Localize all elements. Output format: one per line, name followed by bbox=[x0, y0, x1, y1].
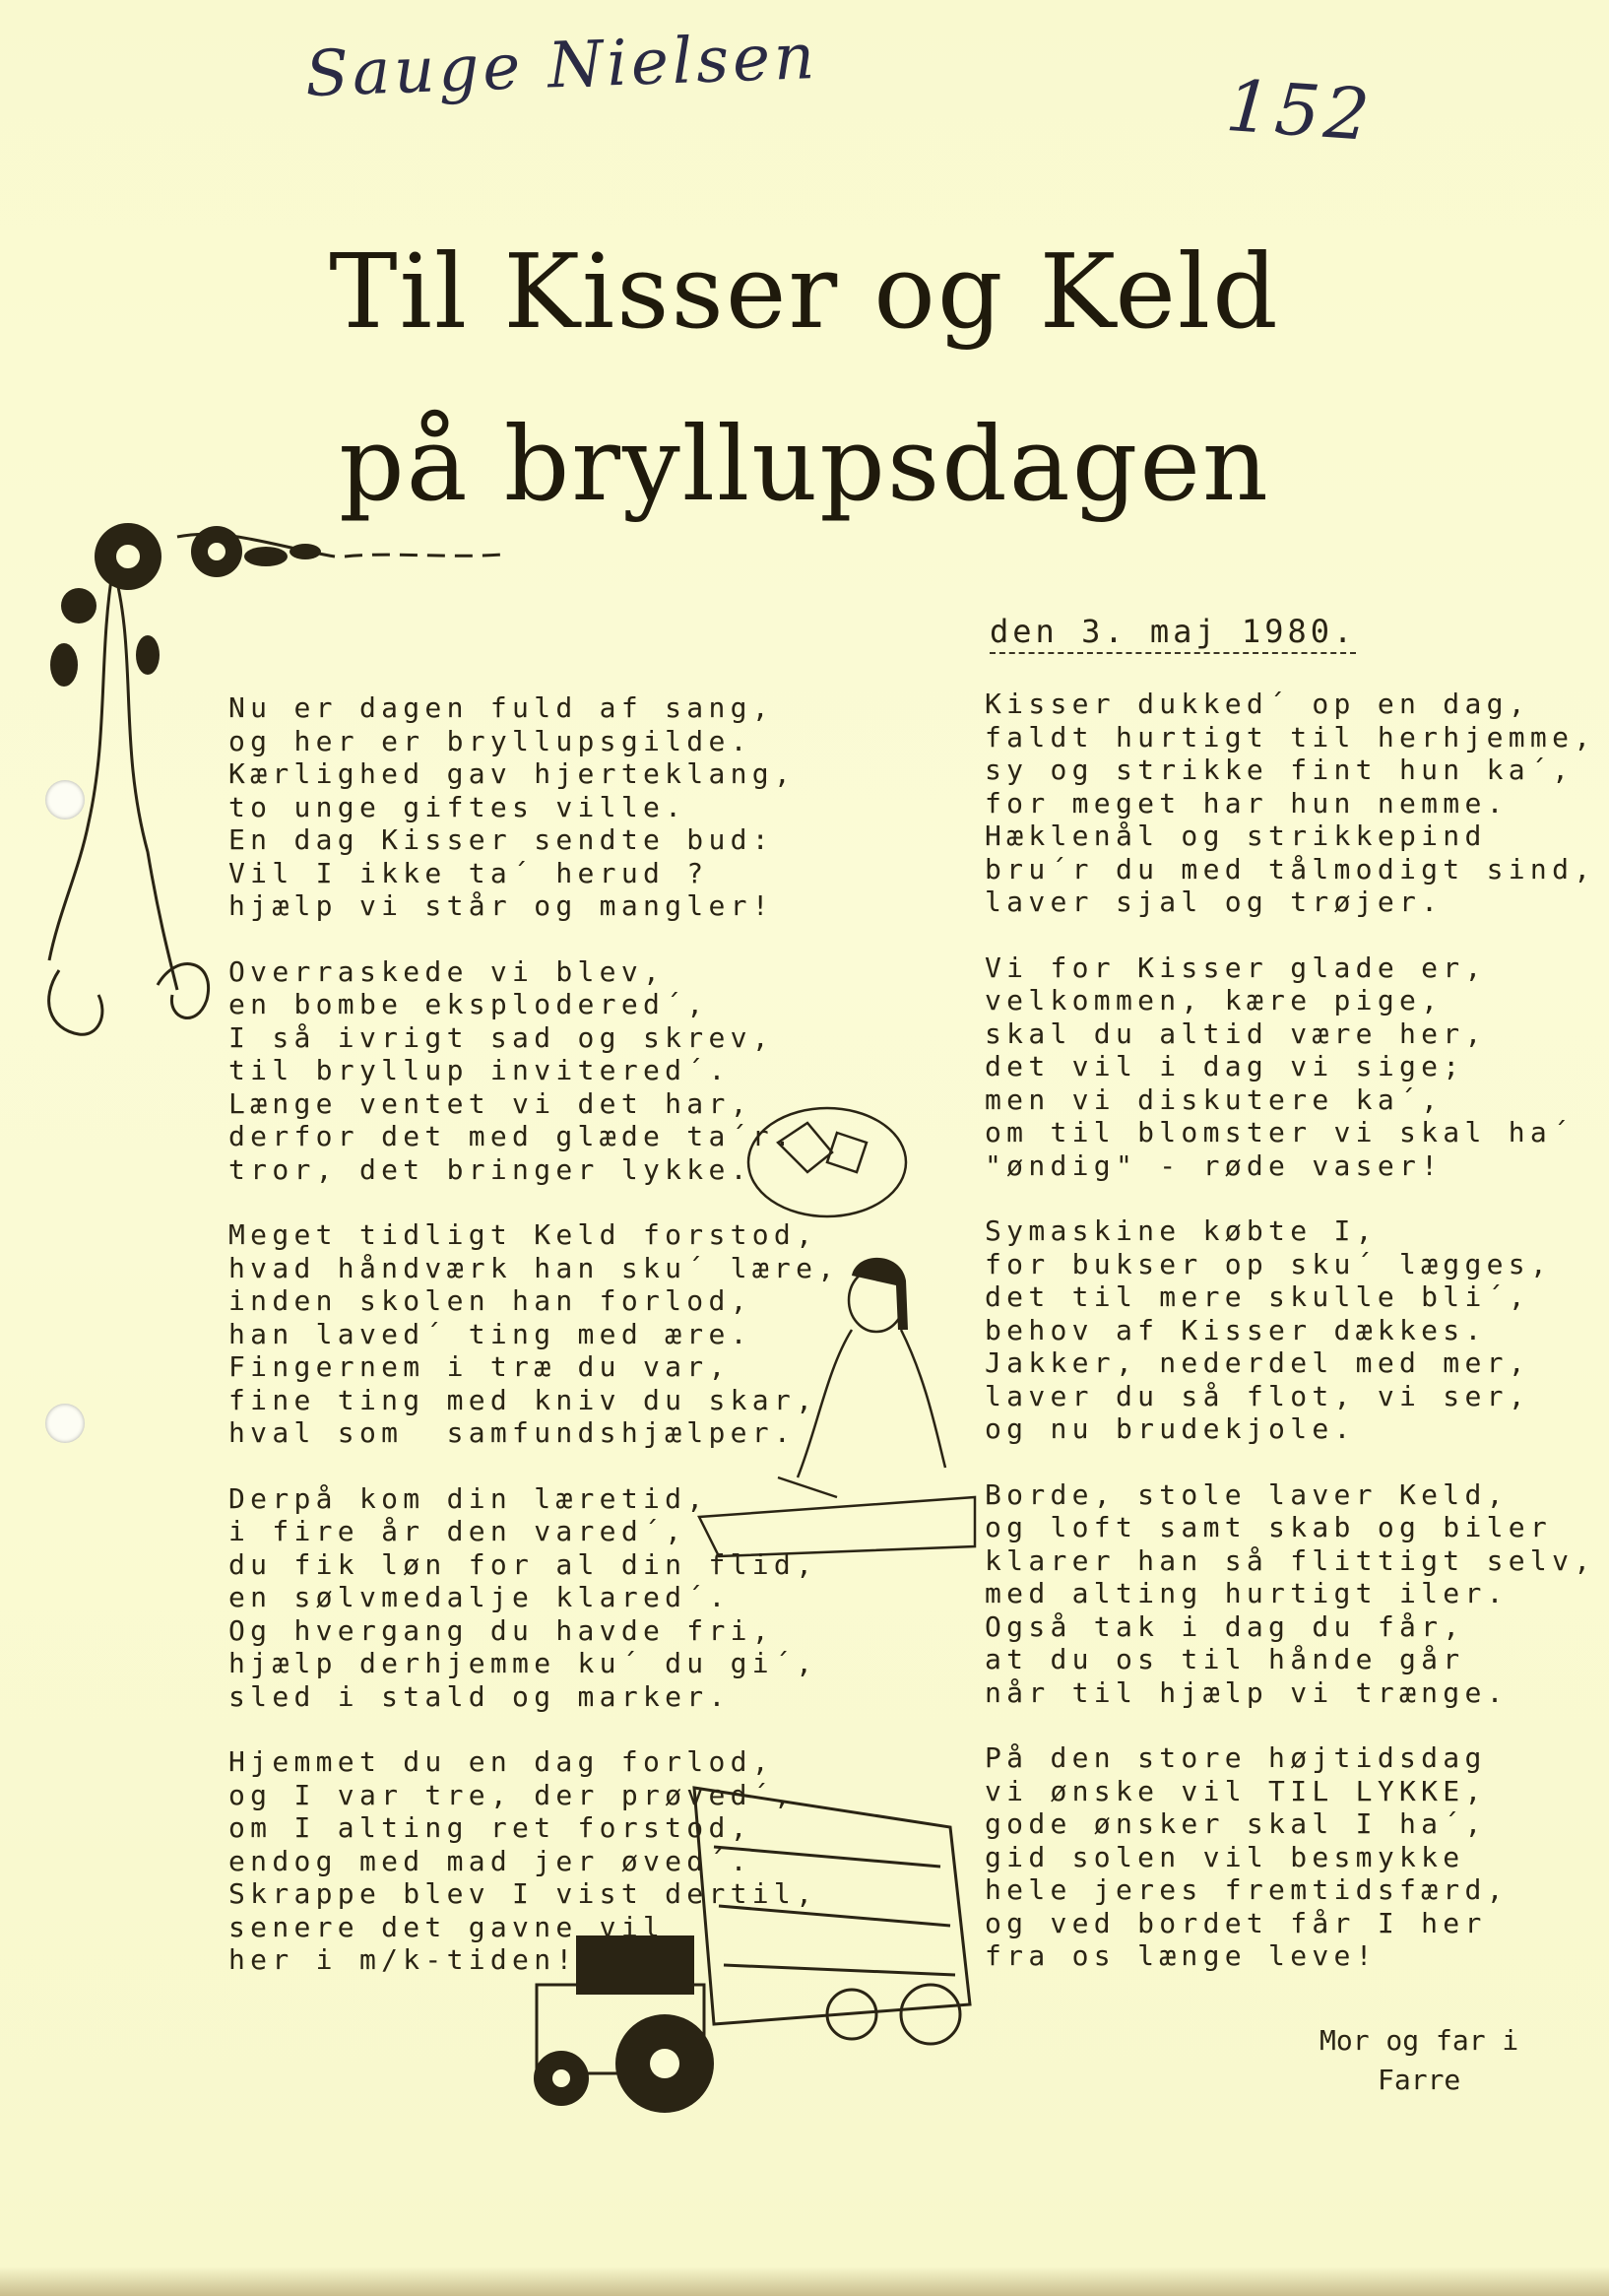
poem-line: og nu brudekjole. bbox=[985, 1412, 1356, 1445]
signature-line-1: Mor og far i bbox=[1319, 2024, 1519, 2057]
poem-line: i fire år den vared´, bbox=[228, 1515, 687, 1547]
poem-line: hele jeres fremtidsfærd, bbox=[985, 1873, 1509, 1906]
poem-stanza bbox=[228, 691, 839, 923]
poem-line: laver sjal og trøjer. bbox=[985, 886, 1444, 918]
poem-stanza bbox=[228, 955, 839, 1187]
poem-line: og ved bordet får I her bbox=[985, 1906, 1487, 1939]
poem-line: sy og strikke fint hun ka´, bbox=[985, 754, 1575, 786]
poem-line: Og hvergang du havde fri, bbox=[228, 1613, 774, 1647]
poem-line: for bukser op sku´ lægges, bbox=[985, 1247, 1553, 1280]
signature bbox=[1319, 2021, 1518, 2100]
handwritten-name: Sauge Nielsen bbox=[303, 20, 820, 112]
poem-line: Meget tidligt Keld forstod, bbox=[228, 1218, 818, 1251]
poem-line: endog med mad jer øved´. bbox=[228, 1844, 752, 1877]
poem-line: Derpå kom din læretid, bbox=[228, 1481, 709, 1515]
poem-line: derfor det med glæde ta´r. bbox=[228, 1120, 797, 1152]
poem-line: to unge giftes ville. bbox=[228, 790, 687, 823]
poem-stanza bbox=[228, 1218, 839, 1450]
title-line-1: Til Kisser og Keld bbox=[329, 231, 1280, 352]
poem-line: for meget har hun nemme. bbox=[985, 786, 1509, 820]
poem-line: Fingernem i træ du var, bbox=[228, 1350, 731, 1383]
poem-line: når til hjælp vi trænge. bbox=[985, 1675, 1509, 1709]
poem-line: at du os til hånde går bbox=[985, 1643, 1465, 1675]
poem-line: Kærlighed gav hjerteklang, bbox=[228, 757, 797, 790]
poem-line: og her er bryllupsgilde. bbox=[228, 724, 752, 757]
poem-line: laver du så flot, vi ser, bbox=[985, 1379, 1530, 1412]
poem-line: Nu er dagen fuld af sang, bbox=[228, 691, 774, 724]
poem-line: fra os længe leve! bbox=[985, 1939, 1378, 1972]
poem-line: til bryllup invitered´. bbox=[228, 1054, 731, 1086]
poem-stanza bbox=[228, 1482, 839, 1714]
poem-line: fine ting med kniv du skar, bbox=[228, 1383, 818, 1416]
poem-line: hval som samfundshjælper. bbox=[228, 1416, 797, 1449]
poem-line: her i m/k-tiden! bbox=[228, 1943, 578, 1976]
poem-line: Jakker, nederdel med mer, bbox=[985, 1346, 1530, 1379]
handwritten-page-number: 152 bbox=[1223, 63, 1377, 158]
poem-line: vi ønske vil TIL LYKKE, bbox=[985, 1774, 1487, 1807]
poem-line: Symaskine købte I, bbox=[985, 1214, 1378, 1247]
poem-line: og I var tre, der prøved´, bbox=[228, 1778, 797, 1811]
poem-line: Vi for Kisser glade er, bbox=[985, 951, 1487, 984]
poem-stanza bbox=[985, 951, 1595, 1183]
punch-hole bbox=[45, 780, 85, 820]
poem-line: Overraskede vi blev, bbox=[228, 954, 666, 988]
poem-line: Skrappe blev I vist dertil, bbox=[228, 1877, 818, 1910]
poem-line: det til mere skulle bli´, bbox=[985, 1280, 1530, 1313]
poem-left-column bbox=[228, 691, 839, 2009]
poem-line: velkommen, kære pige, bbox=[985, 984, 1444, 1017]
poem-line: om til blomster vi skal ha´ bbox=[985, 1116, 1575, 1148]
poem-line: bru´r du med tålmodigt sind, bbox=[985, 852, 1596, 886]
page-edge-shadow bbox=[0, 2266, 1609, 2296]
poem-line: senere det gavne vil bbox=[228, 1910, 666, 1943]
poem-line: om I alting ret forstod, bbox=[228, 1811, 752, 1844]
poem-line: en bombe eksplodered´, bbox=[228, 988, 709, 1020]
poem-line: Kisser dukked´ op en dag, bbox=[985, 688, 1530, 720]
poem-line: tror, det bringer lykke. bbox=[228, 1152, 752, 1186]
poem-line: Hæklenål og strikkepind bbox=[985, 820, 1487, 852]
poem-line: det vil i dag vi sige; bbox=[985, 1050, 1465, 1082]
poem-line: Borde, stole laver Keld, bbox=[985, 1477, 1509, 1511]
poem-line: behov af Kisser dækkes. bbox=[985, 1313, 1487, 1346]
poem-line: Hjemmet du en dag forlod, bbox=[228, 1745, 774, 1778]
date-line: den 3. maj 1980. bbox=[990, 613, 1356, 654]
poem-line: På den store højtidsdag bbox=[985, 1741, 1487, 1774]
poem-stanza bbox=[228, 1745, 839, 1977]
poem-line: og loft samt skab og biler bbox=[985, 1511, 1553, 1543]
poem-line: hvad håndværk han sku´ lære, bbox=[228, 1251, 840, 1284]
poem-line: Også tak i dag du får, bbox=[985, 1609, 1465, 1643]
title-line-2: på bryllupsdagen bbox=[339, 404, 1270, 524]
poem-line: han laved´ ting med ære. bbox=[228, 1317, 752, 1350]
poem-line: Længe ventet vi det har, bbox=[228, 1086, 752, 1120]
poem-right-column bbox=[985, 688, 1595, 2005]
poem-stanza bbox=[985, 688, 1595, 919]
poem-line: en sølvmedalje klared´. bbox=[228, 1581, 731, 1613]
poem-line: hjælp derhjemme ku´ du gi´, bbox=[228, 1647, 818, 1679]
poem-line: faldt hurtigt til herhjemme, bbox=[985, 720, 1596, 754]
poem-stanza bbox=[985, 1741, 1595, 1973]
poem-line: gid solen vil besmykke bbox=[985, 1840, 1465, 1873]
poem-stanza bbox=[985, 1478, 1595, 1710]
poem-line: sled i stald og marker. bbox=[228, 1679, 731, 1713]
poem-line: Vil I ikke ta´ herud ? bbox=[228, 856, 709, 889]
poem-line: I så ivrigt sad og skrev, bbox=[228, 1020, 774, 1054]
poem-line: hjælp vi står og mangler! bbox=[228, 889, 774, 922]
poem-stanza bbox=[985, 1214, 1595, 1446]
punch-hole bbox=[45, 1404, 85, 1443]
signature-line-2: Farre bbox=[1378, 2064, 1461, 2096]
poem-line: med alting hurtigt iler. bbox=[985, 1577, 1509, 1609]
poem-line: gode ønsker skal I ha´, bbox=[985, 1807, 1487, 1840]
poem-line: du fik løn for al din flid, bbox=[228, 1547, 818, 1581]
poem-line: inden skolen han forlod, bbox=[228, 1284, 752, 1317]
poem-line: skal du altid være her, bbox=[985, 1017, 1487, 1050]
poem-line: "øndig" - røde vaser! bbox=[985, 1148, 1444, 1182]
poem-line: klarer han så flittigt selv, bbox=[985, 1543, 1596, 1577]
poem-line: En dag Kisser sendte bud: bbox=[228, 823, 774, 856]
poem-line: men vi diskutere ka´, bbox=[985, 1082, 1444, 1116]
